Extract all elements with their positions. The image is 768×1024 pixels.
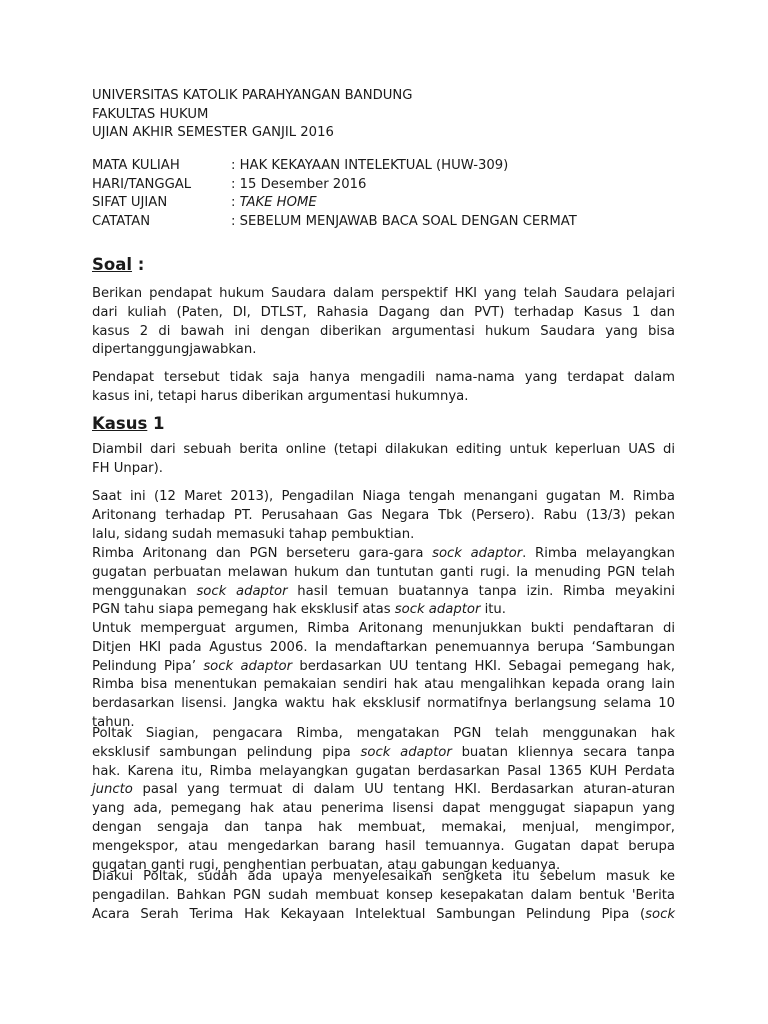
text-run: eksklusif sambungan pelindung pipa [92, 744, 361, 760]
text-run: pasal yang termuat di dalam UU tentang HKI. Berdasarkan aturan-aturan [132, 782, 675, 798]
paragraph-line: Aritonang terhadap PT. Perusahaan Gas Negara Tbk (Persero). Rabu (13/3) pekan [92, 507, 675, 523]
paragraph-line: yang ada, pemegang hak atau penerima lisensi dapat menggugat siapapun yang [92, 801, 675, 817]
paragraph-line: berdasarkan lisensi. Jangka waktu hak eksklusif normatifnya berlangsung selama 10 [92, 696, 675, 712]
paragraph-line: Berikan pendapat hukum Saudara dalam perspektif HKI yang telah Saudara pelajari [92, 286, 675, 301]
kasus-paragraph-1 [92, 441, 675, 479]
mata-kuliah-label: MATA KULIAH [92, 158, 180, 173]
sifat-ujian-label: SIFAT UJIAN [92, 195, 168, 211]
document-header [92, 87, 412, 143]
italic-term: sock adaptor [394, 602, 481, 618]
paragraph-line: dari kuliah (Paten, DI, DTLST, Rahasia Dagang dan PVT) terhadap Kasus 1 dan [92, 304, 675, 320]
kasus-paragraph-4 [92, 620, 675, 733]
paragraph-line: Diambil dari sebuah berita online (tetapi dilakukan editing untuk keperluan UAS di [92, 442, 675, 457]
paragraph-line: Diakui Poltak, sudah ada upaya menyelesaikan sengketa itu sebelum masuk ke [92, 869, 675, 884]
italic-term: sock adaptor [432, 546, 523, 561]
paragraph-line [92, 583, 675, 602]
kasus-paragraph-2 [92, 488, 675, 544]
exam-title: UJIAN AKHIR SEMESTER GANJIL 2016 [92, 125, 334, 141]
kasus-paragraph-5 [92, 725, 675, 875]
paragraph-line: Saat ini (12 Maret 2013), Pengadilan Niaga tengah menangani gugatan M. Rimba [92, 489, 675, 504]
mata-kuliah-value: : HAK KEKAYAAN INTELEKTUAL (HUW-309) [231, 158, 509, 173]
paragraph-line: Pendapat tersebut tidak saja hanya mengadili nama-nama yang terdapat dalam [92, 370, 675, 385]
text-run: . Rimba melayangkan [522, 546, 675, 561]
paragraph-line: FH Unpar). [92, 460, 163, 476]
paragraph-line: dipertanggungjawabkan. [92, 342, 257, 358]
paragraph-line [92, 906, 675, 925]
catatan-label: CATATAN [92, 213, 151, 229]
university-name: UNIVERSITAS KATOLIK PARAHYANGAN BANDUNG [92, 88, 413, 103]
paragraph-line: kasus ini, tetapi harus diberikan argumentasi hukumnya. [92, 388, 469, 404]
text-run: PGN tahu siapa pemegang hak eksklusif atas [92, 602, 395, 618]
text-run: buatan kliennya secara tanpa [451, 744, 675, 760]
paragraph-line [92, 601, 675, 620]
paragraph-line: mengekspor, atau mengedarkan barang hasil temuannya. Gugatan dapat berupa [92, 838, 675, 854]
paragraph-line: kasus 2 di bawah ini dengan diberikan argumentasi hukum Saudara yang bisa [92, 323, 675, 339]
sifat-ujian-colon: : [231, 195, 240, 211]
paragraph-line: gugatan perbuatan melawan hukum dan tuntutan ganti rugi. Ia menuding PGN telah [92, 564, 675, 580]
soal-heading [92, 255, 144, 274]
paragraph-line [92, 658, 675, 677]
text-run: hasil temuan buatannya tanpa izin. Rimba meyakini [287, 583, 675, 599]
kasus-paragraph-6 [92, 868, 675, 924]
text-run: Rimba Aritonang dan PGN berseteru gara-gara [92, 546, 433, 561]
paragraph-line: Ditjen HKI pada Agustus 2006. Ia mendaftarkan penemuannya berupa ‘Sambungan [92, 639, 675, 655]
text-run: menggunakan [92, 583, 197, 599]
italic-term: sock [645, 906, 675, 922]
paragraph-line: tahun. [92, 714, 135, 730]
hari-tanggal-value: : 15 Desember 2016 [231, 176, 367, 192]
faculty-name: FAKULTAS HUKUM [92, 106, 209, 122]
paragraph-line: hak. Karena itu, Rimba melayangkan gugatan berdasarkan Pasal 1365 KUH Perdata [92, 763, 675, 779]
paragraph-line: pengadilan. Bahkan PGN sudah membuat konsep kesepakatan dalam bentuk 'Berita [92, 887, 675, 903]
paragraph-line: gugatan ganti rugi, penghentian perbuatan, atau gabungan keduanya. [92, 857, 561, 873]
soal-heading-text: Soal [92, 255, 133, 274]
text-run: Pelindung Pipa’ [92, 658, 204, 674]
paragraph-line: dengan sengaja dan tanpa hak membuat, memakai, menjual, mengimpor, [92, 819, 675, 835]
paragraph-line: lalu, sidang sudah memasuki tahap pembuktian. [92, 526, 415, 542]
kasus-heading-suffix: 1 [147, 414, 165, 433]
soal-heading-suffix: : [132, 255, 145, 274]
italic-term: sock adaptor [360, 744, 452, 760]
text-run: itu. [480, 602, 506, 618]
kasus-heading [92, 414, 165, 433]
paragraph-line [92, 545, 675, 564]
text-run: berdasarkan UU tentang HKI. Sebagai pemegang hak, [292, 658, 675, 674]
italic-term: sock adaptor [196, 583, 288, 599]
paragraph-line [92, 781, 675, 800]
paragraph-line: Poltak Siagian, pengacara Rimba, mengatakan PGN telah menggunakan hak [92, 726, 675, 741]
hari-tanggal-label: HARI/TANGGAL [92, 176, 192, 192]
catatan-value: : SEBELUM MENJAWAB BACA SOAL DENGAN CERMAT [231, 213, 577, 229]
paragraph-line: Rimba bisa menentukan pemakaian sendiri hak atau mengalihkan kepada orang lain [92, 677, 675, 693]
sifat-ujian-value-wrap [231, 194, 317, 213]
paragraph-line [92, 744, 675, 763]
kasus-paragraph-3 [92, 545, 675, 620]
soal-paragraph-1 [92, 285, 675, 360]
paragraph-line: Untuk memperguat argumen, Rimba Aritonang menunjukkan bukti pendaftaran di [92, 621, 675, 636]
soal-paragraph-2 [92, 369, 675, 407]
italic-term: juncto [92, 782, 133, 798]
sifat-ujian-value: TAKE HOME [239, 195, 317, 211]
italic-term: sock adaptor [203, 658, 293, 674]
kasus-heading-text: Kasus [92, 414, 148, 433]
text-run: Acara Serah Terima Hak Kekayaan Intelektual Sambungan Pelindung Pipa ( [92, 906, 646, 922]
